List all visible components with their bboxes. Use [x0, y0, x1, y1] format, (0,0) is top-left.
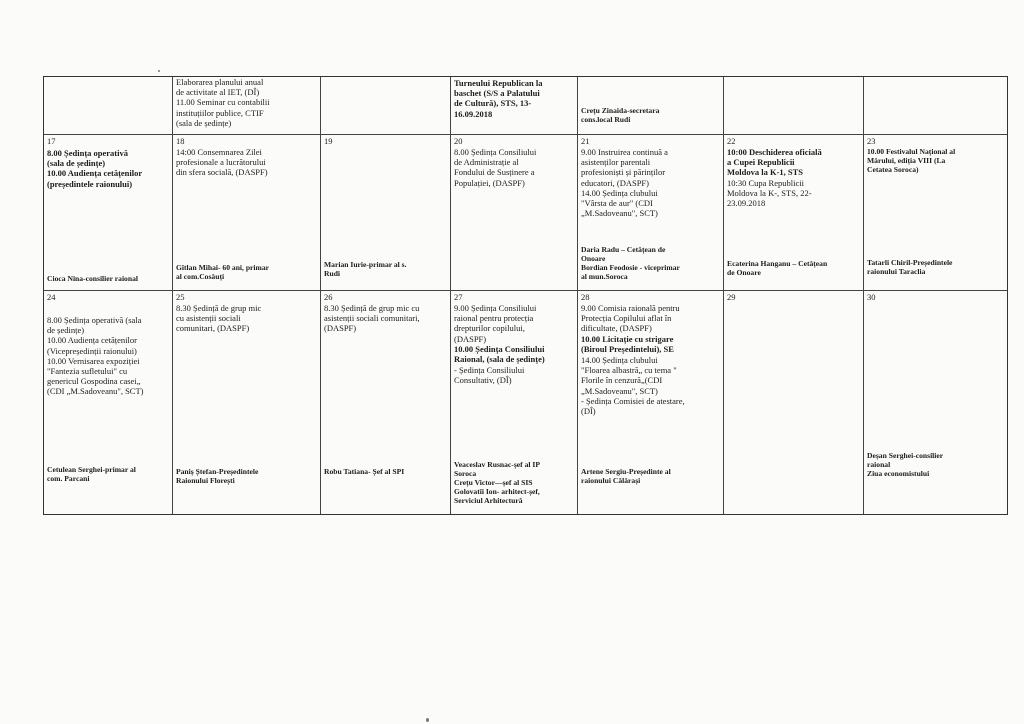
- day-number: 24: [47, 292, 56, 302]
- day-number: 30: [867, 292, 876, 302]
- cell-text-bold: 10:00 Deschiderea oficială a Cupei Republicii Moldova la K-1, STS: [727, 147, 822, 178]
- cell-r2-c5: [724, 291, 864, 514]
- cell-r1-c0: [44, 135, 173, 291]
- cell-text-bold: 10.00 Ședința Consiliului Raional, (sala de ședințe): [454, 344, 545, 365]
- cell-r0-c4: [578, 77, 724, 135]
- cell-r2-c2: [321, 291, 451, 514]
- cell-text: 14:00 Consemnarea Zilei profesionale a lucrătorului din sfera socială, (DASPF): [176, 147, 268, 178]
- cell-r1-c3: [451, 135, 578, 291]
- footer-text: Daria Radu – Cetățean de Onoare Bordian Feodosie - viceprimar al mun.Soroca: [581, 245, 680, 281]
- cell-r1-c1: [173, 135, 321, 291]
- scan-speck: [158, 70, 160, 72]
- footer-text: Tatarli Chiril-Președintele raionului Taraclia: [867, 258, 953, 276]
- cell-r0-c6: [864, 77, 1007, 135]
- cell-r0-c5: [724, 77, 864, 135]
- footer-text: Artene Sergiu-Președinte al raionului Călărași: [581, 467, 671, 485]
- cell-r2-c6: [864, 291, 1007, 514]
- cell-text: 8.30 Ședință de grup mic cu asistenții sociali comunitari, (DASPF): [176, 303, 262, 334]
- day-number: 20: [454, 136, 463, 146]
- cell-text-2: 14.00 Ședința clubului "Floarea albastră„ cu tema " Florile în cenzură„(CDI „M.Sadoveanu", SCT) - Ședința Comisiei de atestare, (DÎ): [581, 355, 685, 417]
- footer-text: Robu Tatiana- Șef al SPI: [324, 467, 405, 476]
- cell-r2-c0: [44, 291, 173, 514]
- scan-speck: [426, 718, 429, 722]
- cell-text-2: - Ședința Consiliului Consultativ, (DÎ): [454, 365, 525, 386]
- footer-text: Paniș Ștefan-Președintele Raionului Florești: [176, 467, 259, 485]
- cell-text: 10:30 Cupa Republicii Moldova la K-, STS, 22- 23.09.2018: [727, 178, 812, 209]
- cell-text: Elaborarea planului anual de activitate al IET, (DÎ) 11.00 Seminar cu contabilii instituțiilor publice, CTIF (sala de ședințe): [176, 77, 270, 128]
- day-number: 18: [176, 136, 185, 146]
- calendar-table: [43, 76, 1008, 515]
- cell-text: 8.00 Ședința operativă (sala de ședințe) 10.00 Audiența cetățenilor (președintele raionului): [47, 148, 143, 189]
- cell-text: 8.00 Ședința Consiliului de Administrație al Fondului de Susținere a Populației, (DASPF): [454, 147, 537, 188]
- cell-r1-c6: [864, 135, 1007, 291]
- cell-text: 8.30 Ședință de grup mic cu asistenții sociali comunitari, (DASPF): [324, 303, 420, 334]
- footer-text: Deșan Serghei-consilier raional Ziua economistului: [867, 451, 944, 478]
- footer-text: Veaceslav Rusnac-șef al IP Soroca Crețu Victor—șef al SIS Golovatîi Ion- arhitect-șef, Serviciul Arhitectură: [454, 460, 540, 505]
- day-number: 21: [581, 136, 590, 146]
- day-number: 29: [727, 292, 736, 302]
- cell-r0-c1: [173, 77, 321, 135]
- cell-text: 9.00 Comisia raională pentru Protecția Copilului aflat în dificultate, (DASPF): [581, 303, 680, 334]
- cell-text: 10.00 Festivalul Național al Mărului, ediția VIII (La Cetatea Soroca): [867, 147, 956, 174]
- day-number: 27: [454, 292, 463, 302]
- day-number: 25: [176, 292, 185, 302]
- cell-text: 9.00 Ședința Consiliului raional pentru protecția drepturilor copilului, (DASPF): [454, 303, 537, 344]
- cell-r2-c4: [578, 291, 724, 514]
- cell-r1-c4: [578, 135, 724, 291]
- day-number: 22: [727, 136, 736, 146]
- day-number: 19: [324, 136, 333, 146]
- cell-text-bold: 10.00 Licitație cu strigare (Biroul Președintelui), SE: [581, 334, 674, 355]
- cell-r0-c0: [44, 77, 173, 135]
- cell-text: 8.00 Ședința operativă (sala de ședințe) 10.00 Audiența cetățenilor (Vicepreședinții raionului) 10.00 Vernisarea expoziției "Fantezia sufletului" cu genericul Gospodina casei„ (CDI „M.Sadoveanu", SCT): [47, 315, 144, 397]
- cell-r2-c3: [451, 291, 578, 514]
- cell-r0-c3: [451, 77, 578, 135]
- footer-text: Cioca Nina-consilier raional: [47, 274, 138, 283]
- footer-text: Marian Iurie-primar al s. Rudi: [324, 260, 407, 278]
- day-number: 23: [867, 136, 876, 146]
- footer-text: Ecaterina Hanganu – Cetățean de Onoare: [727, 259, 828, 277]
- cell-text: Turneului Republican la baschet (S/S a Palatului de Cultură), STS, 13- 16.09.2018: [454, 78, 543, 119]
- cell-r1-c2: [321, 135, 451, 291]
- cell-r0-c2: [321, 77, 451, 135]
- cell-text: 9.00 Instruirea continuă a asistenților parentali profesioniști și părinților educatori, (DASPF) 14.00 Ședința clubului "Vârsta de aur" (CDI „M.Sadoveanu", SCT): [581, 147, 668, 219]
- day-number: 17: [47, 136, 56, 146]
- footer-text: Gîtlan Mihai- 60 ani, primar al com.Cosăuți: [176, 263, 270, 281]
- cell-r1-c5: [724, 135, 864, 291]
- day-number: 26: [324, 292, 333, 302]
- cell-r2-c1: [173, 291, 321, 514]
- footer-text: Cetulean Serghei-primar al com. Parcani: [47, 465, 136, 483]
- day-number: 28: [581, 292, 590, 302]
- footer-text: Crețu Zinaida-secretara cons.local Rudi: [581, 106, 660, 124]
